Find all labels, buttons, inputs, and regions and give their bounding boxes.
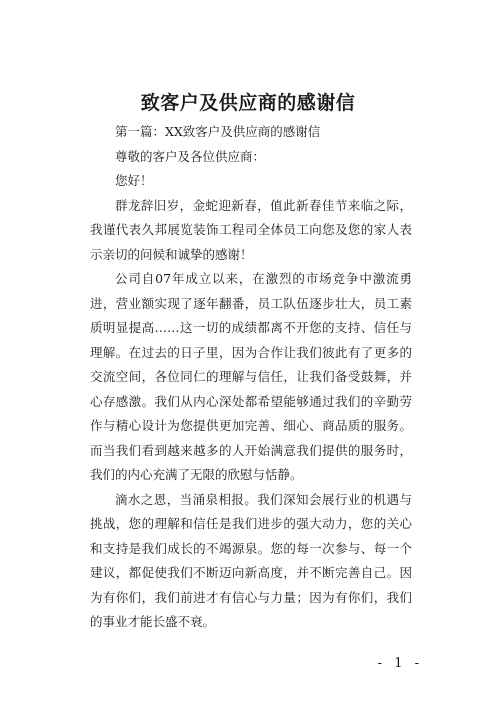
body-paragraph-2: 公司自07年成立以来，在激烈的市场竞争中激流勇进，营业额实现了逐年翻番，员工队伍逐步壮大，员工素质明显提高……这一切的成绩都离不开您的支持、信任与理解。在过去的日子里，因为合作让我们彼此有了更多的交流空间，各位同仁的理解与信任，让我们备受鼓舞，并心存感激。我们从内心深处都希望能够通过我们的辛勤劳作与精心设计为您提供更加完善、细心、商品质的服务。而当我们看到越来越多的人开始满意我们提供的服务时，我们的内心充满了无限的欣慰与恬静。 bbox=[90, 271, 412, 482]
document-body bbox=[90, 120, 412, 635]
greeting: 您好！ bbox=[115, 173, 153, 188]
body-paragraph-3: 滴水之恩，当涌泉相报。我们深知会展行业的机遇与挑战，您的理解和信任是我们进步的强大动力，您的关心和支持是我们成长的不竭源泉。您的每一次参与、每一个建议，都促使我们不断迈向新高度，并不断完善自己。因为有你们，我们前进才有信心与力量；因为有你们，我们的事业才能长盛不衰。 bbox=[90, 491, 412, 629]
section-heading: 第一篇：XX致客户及供应商的感谢信 bbox=[115, 124, 321, 139]
page-number: - 1 - bbox=[377, 656, 423, 671]
document-title: 致客户及供应商的感谢信 bbox=[140, 92, 356, 114]
salutation: 尊敬的客户及各位供应商： bbox=[115, 148, 266, 164]
body-paragraph-1: 群龙辞旧岁，金蛇迎新春，值此新春佳节来临之际，我谨代表久邦展览装饰工程司全体员工向您及您的家人表示亲切的问候和诚挚的感谢！ bbox=[90, 197, 412, 262]
